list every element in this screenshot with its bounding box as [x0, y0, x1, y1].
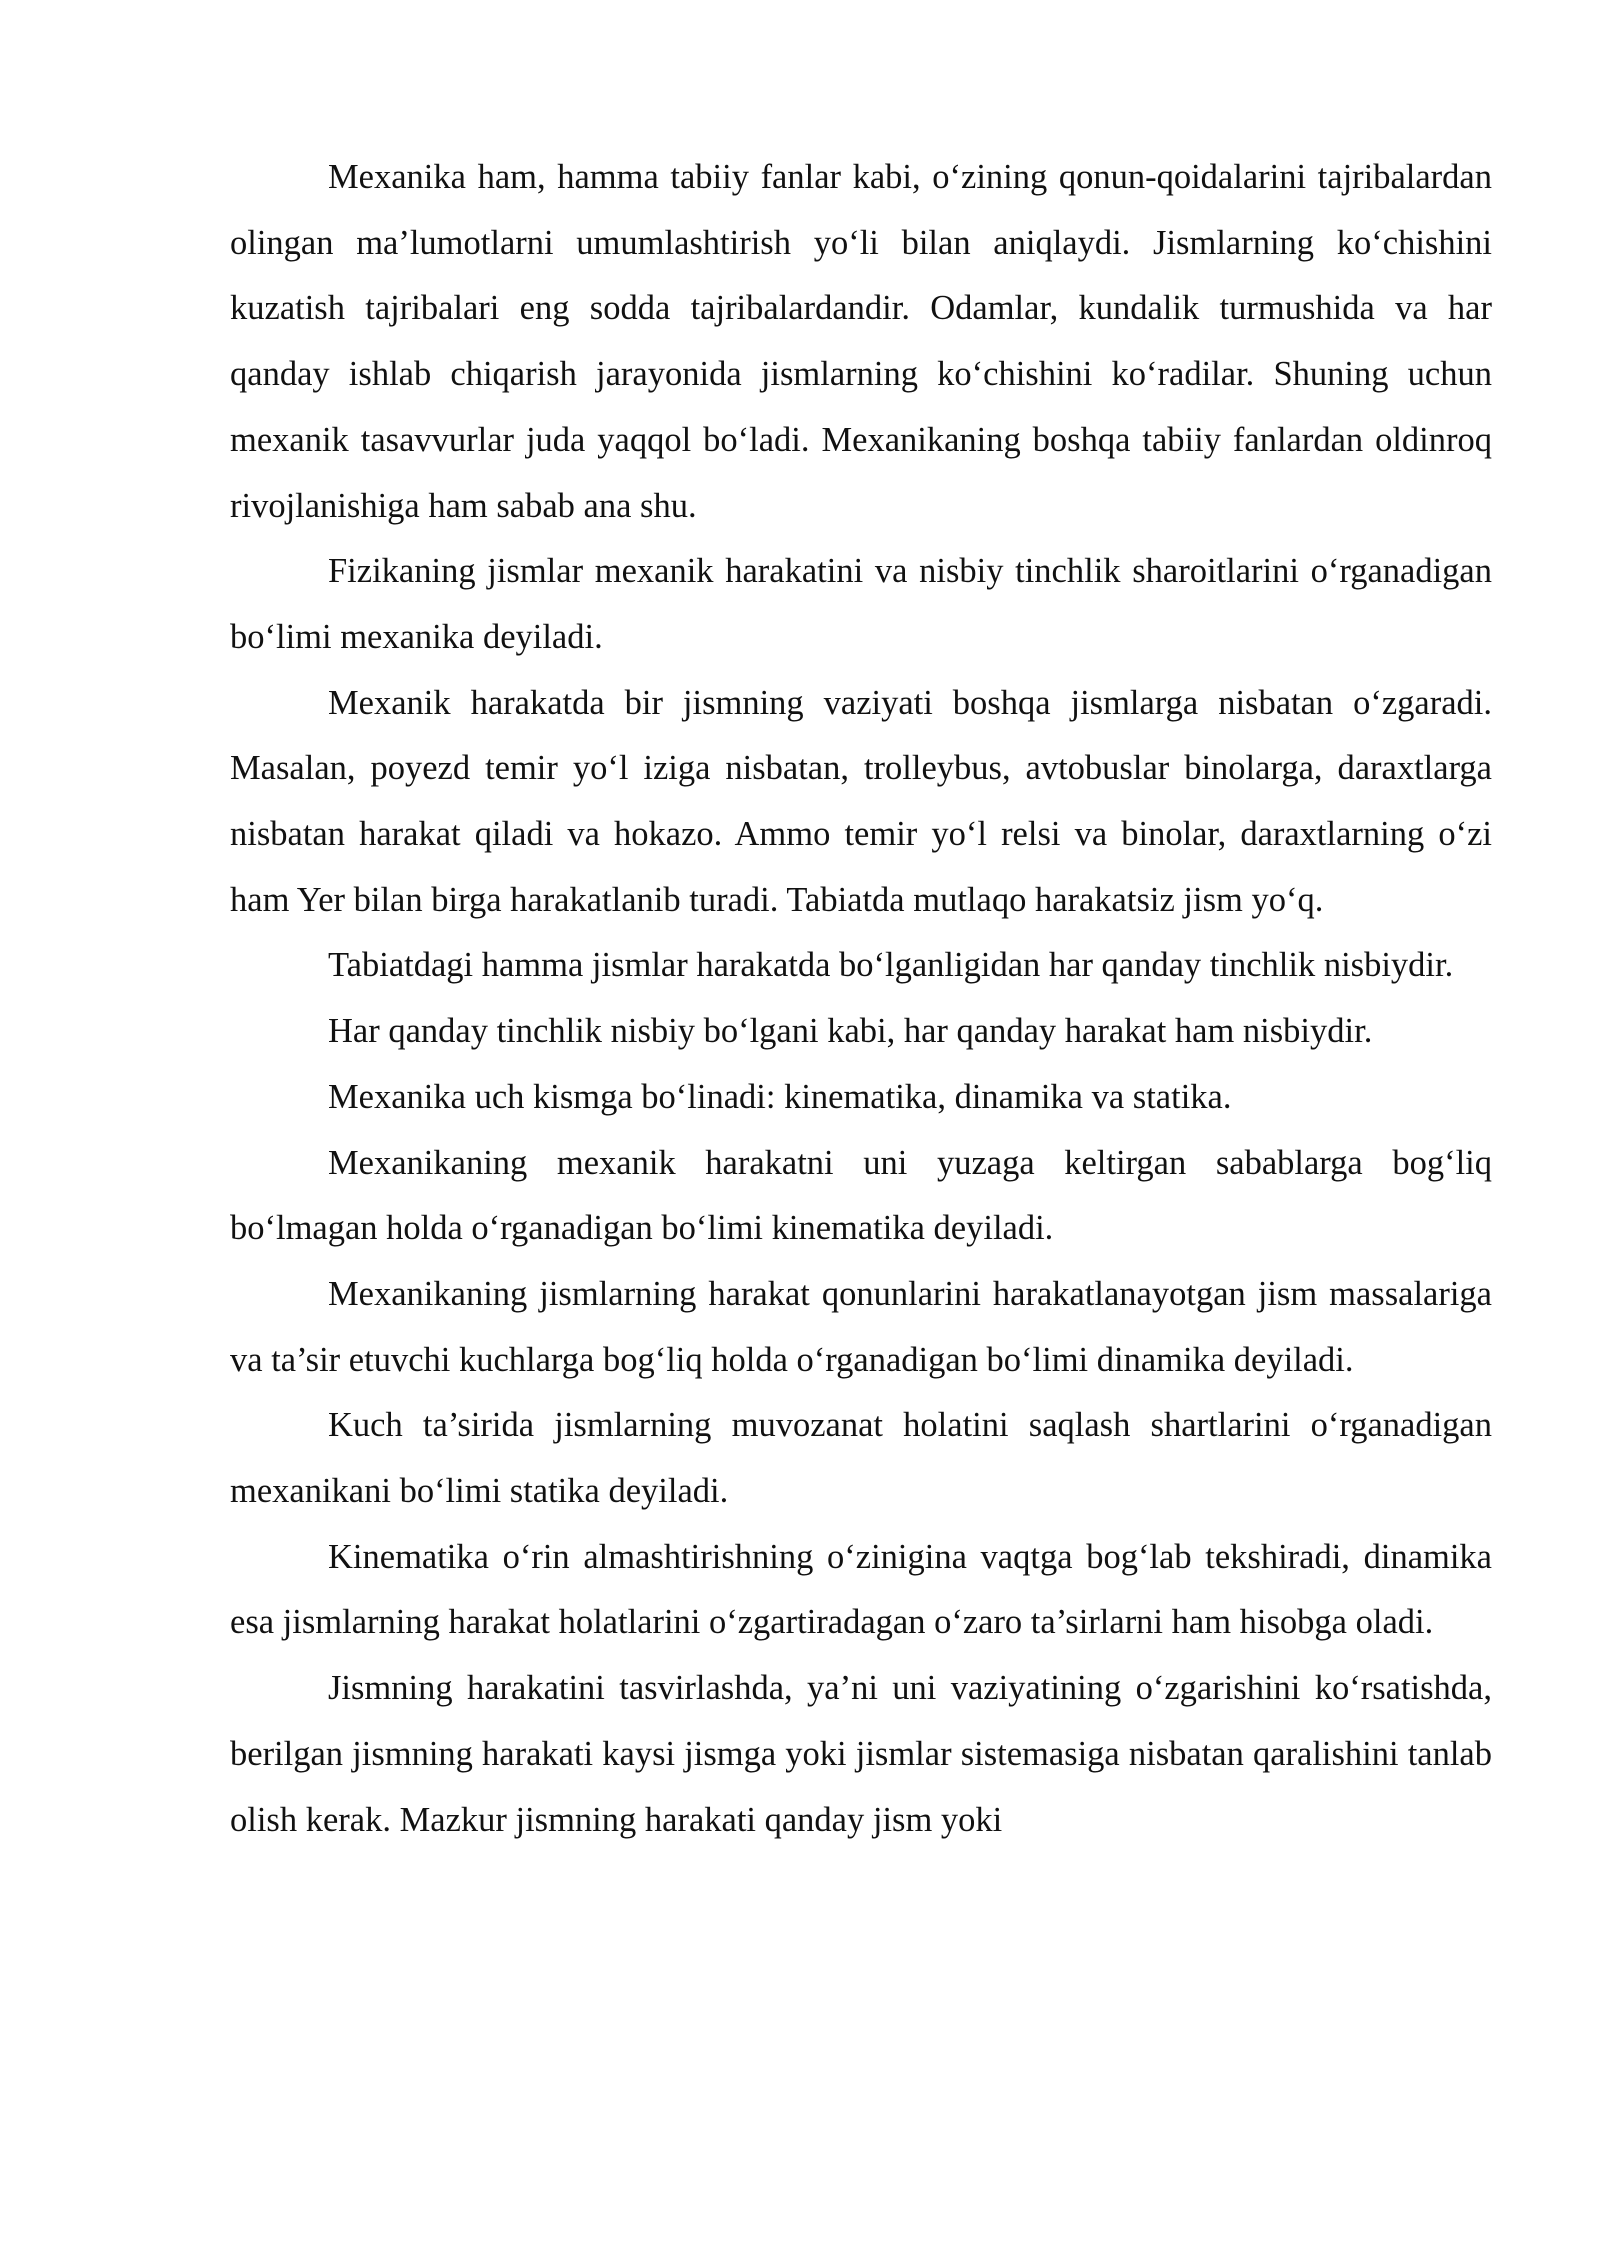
document-page — [230, 145, 1492, 1853]
paragraph-rest-relative: Tabiatdagi hamma jismlar harakatda bo‘lganligidan har qanday tinchlik nisbiydir. — [328, 946, 1454, 985]
paragraph-mechanics-intro: Mexanika ham, hamma tabiiy fanlar kabi, o‘zining qonun-qoidalarini tajribalardan olingan ma’lumotlarni umumlashtirish yo‘li bilan aniqlaydi. Jismlarning ko‘chishini kuzatish tajribalari eng sodda tajribalardandir. Odamlar, kundalik turmushida va har qanday ishlab chiqarish jarayonida jismlarning ko‘chishini ko‘radilar. Shuning uchun mexanik tasavvurlar juda yaqqol bo‘ladi. Mexanikaning boshqa tabiiy fanlardan oldinroq rivojlanishiga ham sabab ana shu. — [230, 158, 1492, 525]
paragraph-kinematics-definition: Mexanikaning mexanik harakatni uni yuzaga keltirgan sabablarga bog‘liq bo‘lmagan holda o‘rganadigan bo‘limi kinematika deyiladi. — [230, 1143, 1492, 1248]
paragraph-motion-relative: Har qanday tinchlik nisbiy bo‘lgani kabi, har qanday harakat ham nisbiydir. — [328, 1012, 1373, 1051]
paragraph-mechanics-parts: Mexanika uch kismga bo‘linadi: kinematika, dinamika va statika. — [328, 1077, 1232, 1116]
paragraph-reference-body: Jismning harakatini tasvirlashda, ya’ni uni vaziyatining o‘zgarishini ko‘rsatishda, berilgan jismning harakati kaysi jismga yoki jismlar sistemasiga nisbatan qaralishini tanlab olish kerak. Mazkur jismning harakati qanday jism yoki — [230, 1669, 1492, 1839]
paragraph-mechanics-definition: Fizikaning jismlar mexanik harakatini va nisbiy tinchlik sharoitlarini o‘rganadigan bo‘limi mexanika deyiladi. — [230, 552, 1492, 656]
paragraph-statics-definition: Kuch ta’sirida jismlarning muvozanat holatini saqlash shartlarini o‘rganadigan mexanikani bo‘limi statika deyiladi. — [230, 1406, 1492, 1511]
paragraph-mechanical-motion: Mexanik harakatda bir jismning vaziyati boshqa jismlarga nisbatan o‘zgaradi. Masalan, poyezd temir yo‘l iziga nisbatan, trolleybus, avtobuslar binolarga, daraxtlarga nisbatan harakat qiladi va hokazo. Ammo temir yo‘l relsi va binolar, daraxtlarning o‘zi ham Yer bilan birga harakatlanib turadi. Tabiatda mutlaqo harakatsiz jism yo‘q. — [230, 683, 1492, 919]
paragraph-dynamics-definition: Mexanikaning jismlarning harakat qonunlarini harakatlanayotgan jism massalariga va ta’sir etuvchi kuchlarga bog‘liq holda o‘rganadigan bo‘limi dinamika deyiladi. — [230, 1274, 1492, 1379]
paragraph-kinematics-vs-dynamics: Kinematika o‘rin almashtirishning o‘zinigina vaqtga bog‘lab tekshiradi, dinamika esa jismlarning harakat holatlarini o‘zgartiradagan o‘zaro ta’sirlarni ham hisobga oladi. — [230, 1537, 1492, 1642]
